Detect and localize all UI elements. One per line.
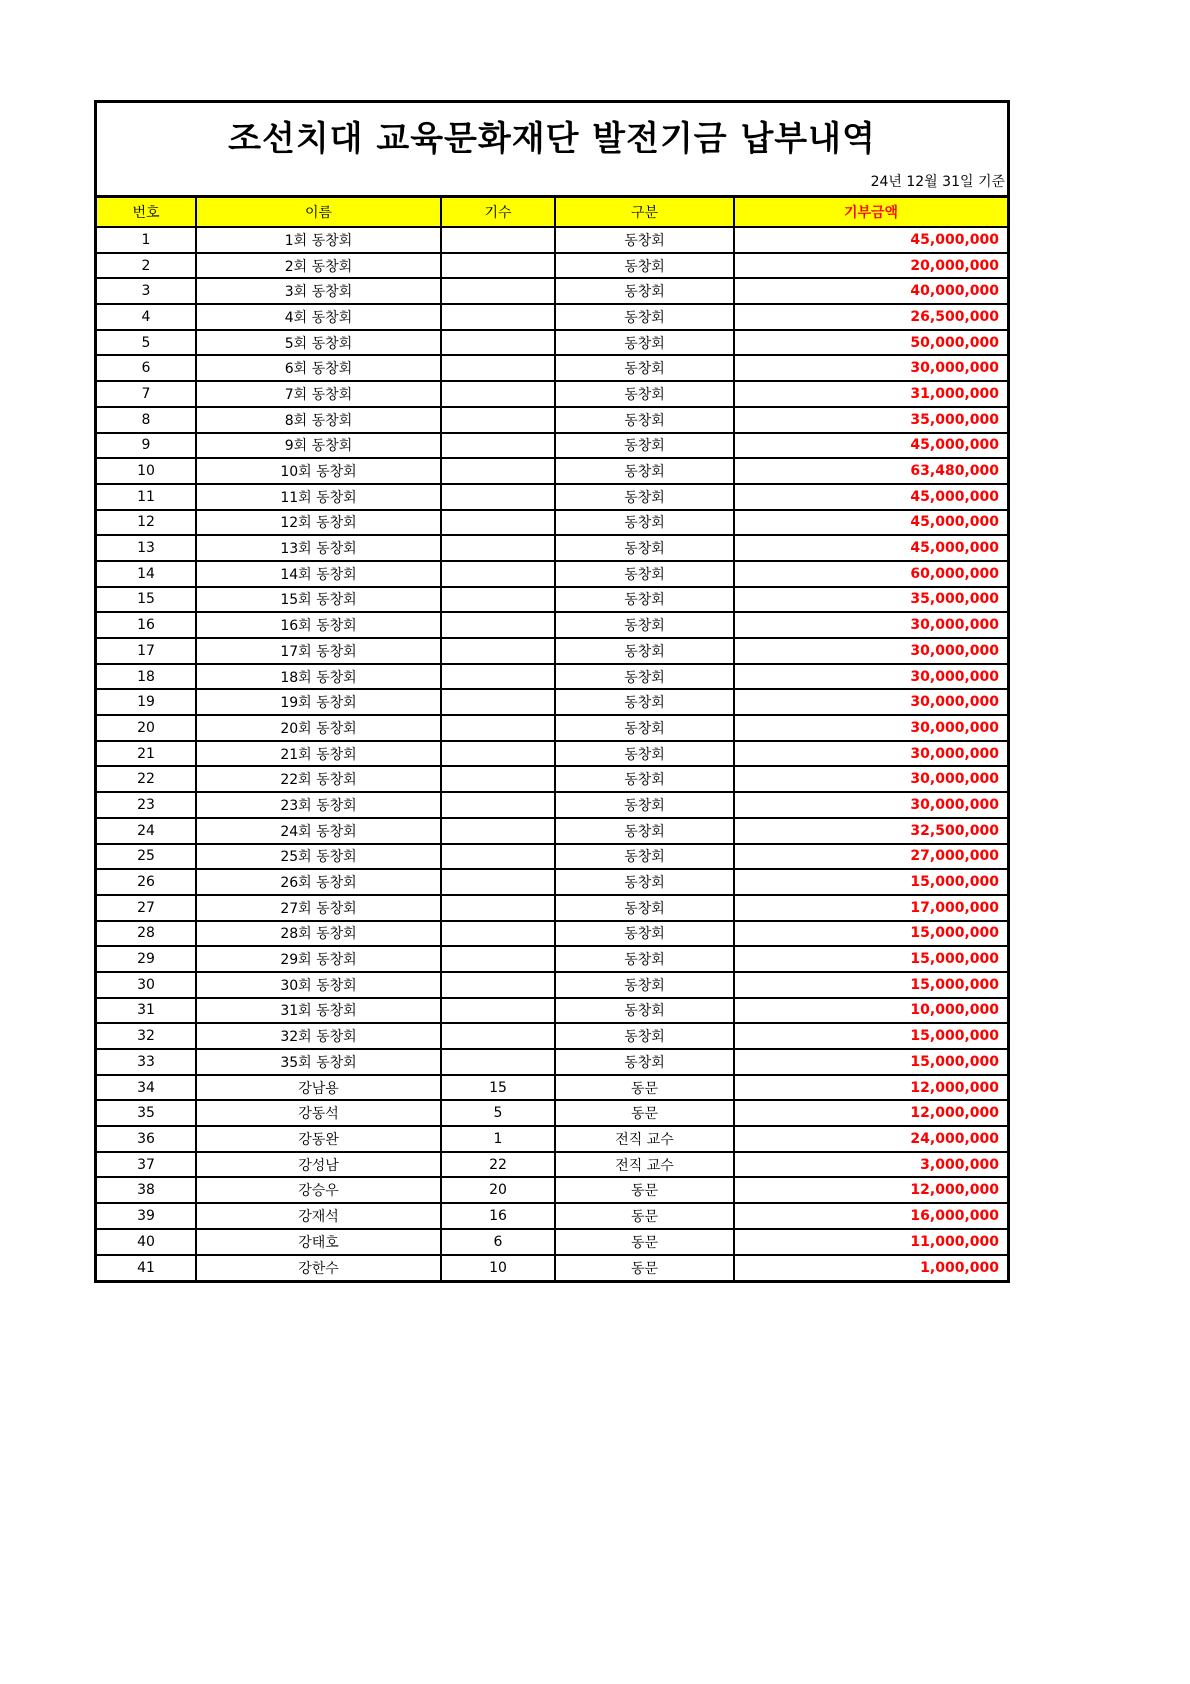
table-row [97,304,1007,330]
table-row [97,1229,1007,1255]
row-number: 20 [97,715,196,741]
row-class [441,715,555,741]
table-row [97,1255,1007,1281]
row-name: 강태호 [196,1229,441,1255]
row-type: 동창회 [555,381,734,407]
row-amount: 31,000,000 [734,381,1007,407]
header-class: 기수 [441,198,555,227]
row-amount: 17,000,000 [734,895,1007,921]
row-class [441,1049,555,1075]
row-name: 7회 동창회 [196,381,441,407]
row-class: 16 [441,1203,555,1229]
table-row [97,1023,1007,1049]
row-type: 동창회 [555,484,734,510]
row-amount: 30,000,000 [734,766,1007,792]
table-row [97,972,1007,998]
row-name: 강재석 [196,1203,441,1229]
row-type: 동창회 [555,458,734,484]
row-number: 30 [97,972,196,998]
row-type: 동창회 [555,818,734,844]
table-row [97,510,1007,536]
row-amount: 20,000,000 [734,253,1007,279]
table-row [97,484,1007,510]
row-number: 1 [97,227,196,253]
table-row [97,869,1007,895]
row-name: 27회 동창회 [196,895,441,921]
row-number: 5 [97,330,196,356]
row-number: 8 [97,407,196,433]
row-number: 22 [97,766,196,792]
row-amount: 26,500,000 [734,304,1007,330]
row-name: 31회 동창회 [196,998,441,1024]
header-row [97,198,1007,227]
row-type: 동창회 [555,715,734,741]
row-type: 전직 교수 [555,1152,734,1178]
table-row [97,253,1007,279]
table-row [97,381,1007,407]
row-class [441,484,555,510]
row-amount: 15,000,000 [734,972,1007,998]
row-class [441,869,555,895]
row-number: 28 [97,921,196,947]
row-class: 22 [441,1152,555,1178]
row-amount: 30,000,000 [734,741,1007,767]
row-number: 38 [97,1177,196,1203]
row-amount: 27,000,000 [734,844,1007,870]
row-type: 동창회 [555,612,734,638]
row-name: 11회 동창회 [196,484,441,510]
row-name: 35회 동창회 [196,1049,441,1075]
row-number: 19 [97,689,196,715]
table-row [97,1203,1007,1229]
row-name: 강승우 [196,1177,441,1203]
row-class: 20 [441,1177,555,1203]
row-class [441,946,555,972]
row-name: 14회 동창회 [196,561,441,587]
row-number: 37 [97,1152,196,1178]
table-row [97,612,1007,638]
row-type: 동창회 [555,330,734,356]
row-number: 24 [97,818,196,844]
row-amount: 32,500,000 [734,818,1007,844]
row-number: 13 [97,535,196,561]
table-row [97,946,1007,972]
row-name: 20회 동창회 [196,715,441,741]
row-type: 동창회 [555,844,734,870]
row-number: 4 [97,304,196,330]
row-number: 16 [97,612,196,638]
row-number: 6 [97,355,196,381]
row-class [441,561,555,587]
table-row [97,535,1007,561]
row-number: 18 [97,664,196,690]
row-class [441,535,555,561]
row-name: 21회 동창회 [196,741,441,767]
row-amount: 45,000,000 [734,227,1007,253]
row-number: 39 [97,1203,196,1229]
row-amount: 40,000,000 [734,278,1007,304]
row-class [441,895,555,921]
row-type: 동문 [555,1255,734,1281]
row-amount: 30,000,000 [734,664,1007,690]
row-amount: 15,000,000 [734,946,1007,972]
row-class [441,766,555,792]
row-number: 23 [97,792,196,818]
row-name: 29회 동창회 [196,946,441,972]
row-amount: 30,000,000 [734,612,1007,638]
table-row [97,407,1007,433]
row-amount: 24,000,000 [734,1126,1007,1152]
row-class [441,253,555,279]
row-type: 동창회 [555,433,734,459]
row-number: 2 [97,253,196,279]
row-class [441,998,555,1024]
row-type: 동창회 [555,407,734,433]
row-number: 35 [97,1100,196,1126]
donation-table [97,198,1007,1280]
row-name: 1회 동창회 [196,227,441,253]
row-name: 25회 동창회 [196,844,441,870]
row-name: 18회 동창회 [196,664,441,690]
row-type: 동창회 [555,535,734,561]
row-number: 27 [97,895,196,921]
row-number: 9 [97,433,196,459]
row-name: 6회 동창회 [196,355,441,381]
row-name: 13회 동창회 [196,535,441,561]
table-row [97,664,1007,690]
table-row [97,766,1007,792]
row-type: 동창회 [555,304,734,330]
row-amount: 12,000,000 [734,1177,1007,1203]
row-number: 12 [97,510,196,536]
row-number: 33 [97,1049,196,1075]
row-type: 동창회 [555,998,734,1024]
row-name: 강한수 [196,1255,441,1281]
table-row [97,1049,1007,1075]
title-block [97,103,1007,198]
row-type: 동창회 [555,278,734,304]
row-number: 26 [97,869,196,895]
row-class [441,510,555,536]
row-amount: 1,000,000 [734,1255,1007,1281]
table-body [97,227,1007,1280]
table-row [97,330,1007,356]
basis-date: 24년 12월 31일 기준 [870,174,1005,190]
row-class [441,587,555,613]
document-title: 조선치대 교육문화재단 발전기금 납부내역 [228,119,876,159]
row-amount: 15,000,000 [734,1023,1007,1049]
row-type: 동창회 [555,1049,734,1075]
table-row [97,741,1007,767]
row-type: 동창회 [555,689,734,715]
header-number: 번호 [97,198,196,227]
row-number: 17 [97,638,196,664]
row-amount: 50,000,000 [734,330,1007,356]
row-number: 32 [97,1023,196,1049]
row-number: 15 [97,587,196,613]
row-class: 15 [441,1075,555,1101]
row-class [441,1023,555,1049]
row-type: 동문 [555,1203,734,1229]
row-name: 강동완 [196,1126,441,1152]
row-type: 동문 [555,1229,734,1255]
table-row [97,895,1007,921]
row-type: 동창회 [555,766,734,792]
row-type: 동문 [555,1075,734,1101]
row-number: 40 [97,1229,196,1255]
row-amount: 45,000,000 [734,535,1007,561]
row-name: 17회 동창회 [196,638,441,664]
row-amount: 15,000,000 [734,1049,1007,1075]
row-class: 10 [441,1255,555,1281]
row-name: 5회 동창회 [196,330,441,356]
row-class [441,612,555,638]
table-row [97,587,1007,613]
row-name: 26회 동창회 [196,869,441,895]
row-class [441,689,555,715]
table-row [97,1075,1007,1101]
header-amount: 기부금액 [734,198,1007,227]
row-name: 19회 동창회 [196,689,441,715]
row-type: 동문 [555,1100,734,1126]
table-row [97,458,1007,484]
table-row [97,844,1007,870]
row-name: 강성남 [196,1152,441,1178]
table-row [97,227,1007,253]
row-class [441,407,555,433]
row-name: 15회 동창회 [196,587,441,613]
row-class [441,330,555,356]
row-amount: 11,000,000 [734,1229,1007,1255]
row-type: 동창회 [555,895,734,921]
row-number: 41 [97,1255,196,1281]
header-name: 이름 [196,198,441,227]
row-name: 28회 동창회 [196,921,441,947]
table-row [97,792,1007,818]
table-row [97,818,1007,844]
row-amount: 30,000,000 [734,792,1007,818]
row-type: 동창회 [555,741,734,767]
row-class: 6 [441,1229,555,1255]
row-number: 31 [97,998,196,1024]
row-number: 21 [97,741,196,767]
row-class [441,664,555,690]
table-row [97,1100,1007,1126]
row-class: 5 [441,1100,555,1126]
row-class [441,921,555,947]
row-type: 동창회 [555,638,734,664]
row-number: 36 [97,1126,196,1152]
row-amount: 30,000,000 [734,715,1007,741]
row-class [441,433,555,459]
row-type: 동창회 [555,227,734,253]
row-type: 동창회 [555,664,734,690]
table-row [97,278,1007,304]
table-row [97,355,1007,381]
row-class: 1 [441,1126,555,1152]
row-amount: 15,000,000 [734,921,1007,947]
row-class [441,458,555,484]
row-amount: 35,000,000 [734,587,1007,613]
row-type: 동창회 [555,946,734,972]
row-name: 3회 동창회 [196,278,441,304]
row-number: 29 [97,946,196,972]
table-row [97,689,1007,715]
row-type: 동문 [555,1177,734,1203]
row-name: 9회 동창회 [196,433,441,459]
row-amount: 45,000,000 [734,433,1007,459]
row-type: 동창회 [555,921,734,947]
row-class [441,792,555,818]
row-amount: 45,000,000 [734,510,1007,536]
row-number: 3 [97,278,196,304]
row-number: 34 [97,1075,196,1101]
row-class [441,741,555,767]
row-amount: 16,000,000 [734,1203,1007,1229]
row-name: 30회 동창회 [196,972,441,998]
row-type: 동창회 [555,510,734,536]
row-type: 동창회 [555,587,734,613]
row-class [441,304,555,330]
row-type: 전직 교수 [555,1126,734,1152]
row-class [441,227,555,253]
donation-sheet [94,100,1010,1283]
row-amount: 10,000,000 [734,998,1007,1024]
header-type: 구분 [555,198,734,227]
row-class [441,844,555,870]
row-amount: 3,000,000 [734,1152,1007,1178]
row-amount: 30,000,000 [734,638,1007,664]
row-name: 10회 동창회 [196,458,441,484]
row-amount: 30,000,000 [734,689,1007,715]
row-name: 23회 동창회 [196,792,441,818]
row-type: 동창회 [555,792,734,818]
row-type: 동창회 [555,253,734,279]
row-class [441,818,555,844]
row-amount: 12,000,000 [734,1075,1007,1101]
row-number: 10 [97,458,196,484]
table-row [97,998,1007,1024]
row-name: 8회 동창회 [196,407,441,433]
row-name: 강동석 [196,1100,441,1126]
table-row [97,1152,1007,1178]
row-amount: 45,000,000 [734,484,1007,510]
row-type: 동창회 [555,1023,734,1049]
row-name: 4회 동창회 [196,304,441,330]
row-name: 16회 동창회 [196,612,441,638]
row-amount: 35,000,000 [734,407,1007,433]
table-row [97,1177,1007,1203]
row-type: 동창회 [555,972,734,998]
row-class [441,381,555,407]
row-type: 동창회 [555,561,734,587]
row-number: 14 [97,561,196,587]
row-name: 24회 동창회 [196,818,441,844]
row-amount: 63,480,000 [734,458,1007,484]
row-name: 22회 동창회 [196,766,441,792]
row-type: 동창회 [555,355,734,381]
row-class [441,972,555,998]
row-amount: 12,000,000 [734,1100,1007,1126]
table-row [97,1126,1007,1152]
table-row [97,715,1007,741]
row-name: 32회 동창회 [196,1023,441,1049]
row-number: 7 [97,381,196,407]
row-number: 25 [97,844,196,870]
table-row [97,433,1007,459]
table-row [97,561,1007,587]
row-amount: 30,000,000 [734,355,1007,381]
row-type: 동창회 [555,869,734,895]
row-amount: 15,000,000 [734,869,1007,895]
table-row [97,921,1007,947]
row-class [441,638,555,664]
row-number: 11 [97,484,196,510]
row-name: 2회 동창회 [196,253,441,279]
row-class [441,278,555,304]
table-row [97,638,1007,664]
row-name: 12회 동창회 [196,510,441,536]
row-name: 강남용 [196,1075,441,1101]
row-amount: 60,000,000 [734,561,1007,587]
row-class [441,355,555,381]
